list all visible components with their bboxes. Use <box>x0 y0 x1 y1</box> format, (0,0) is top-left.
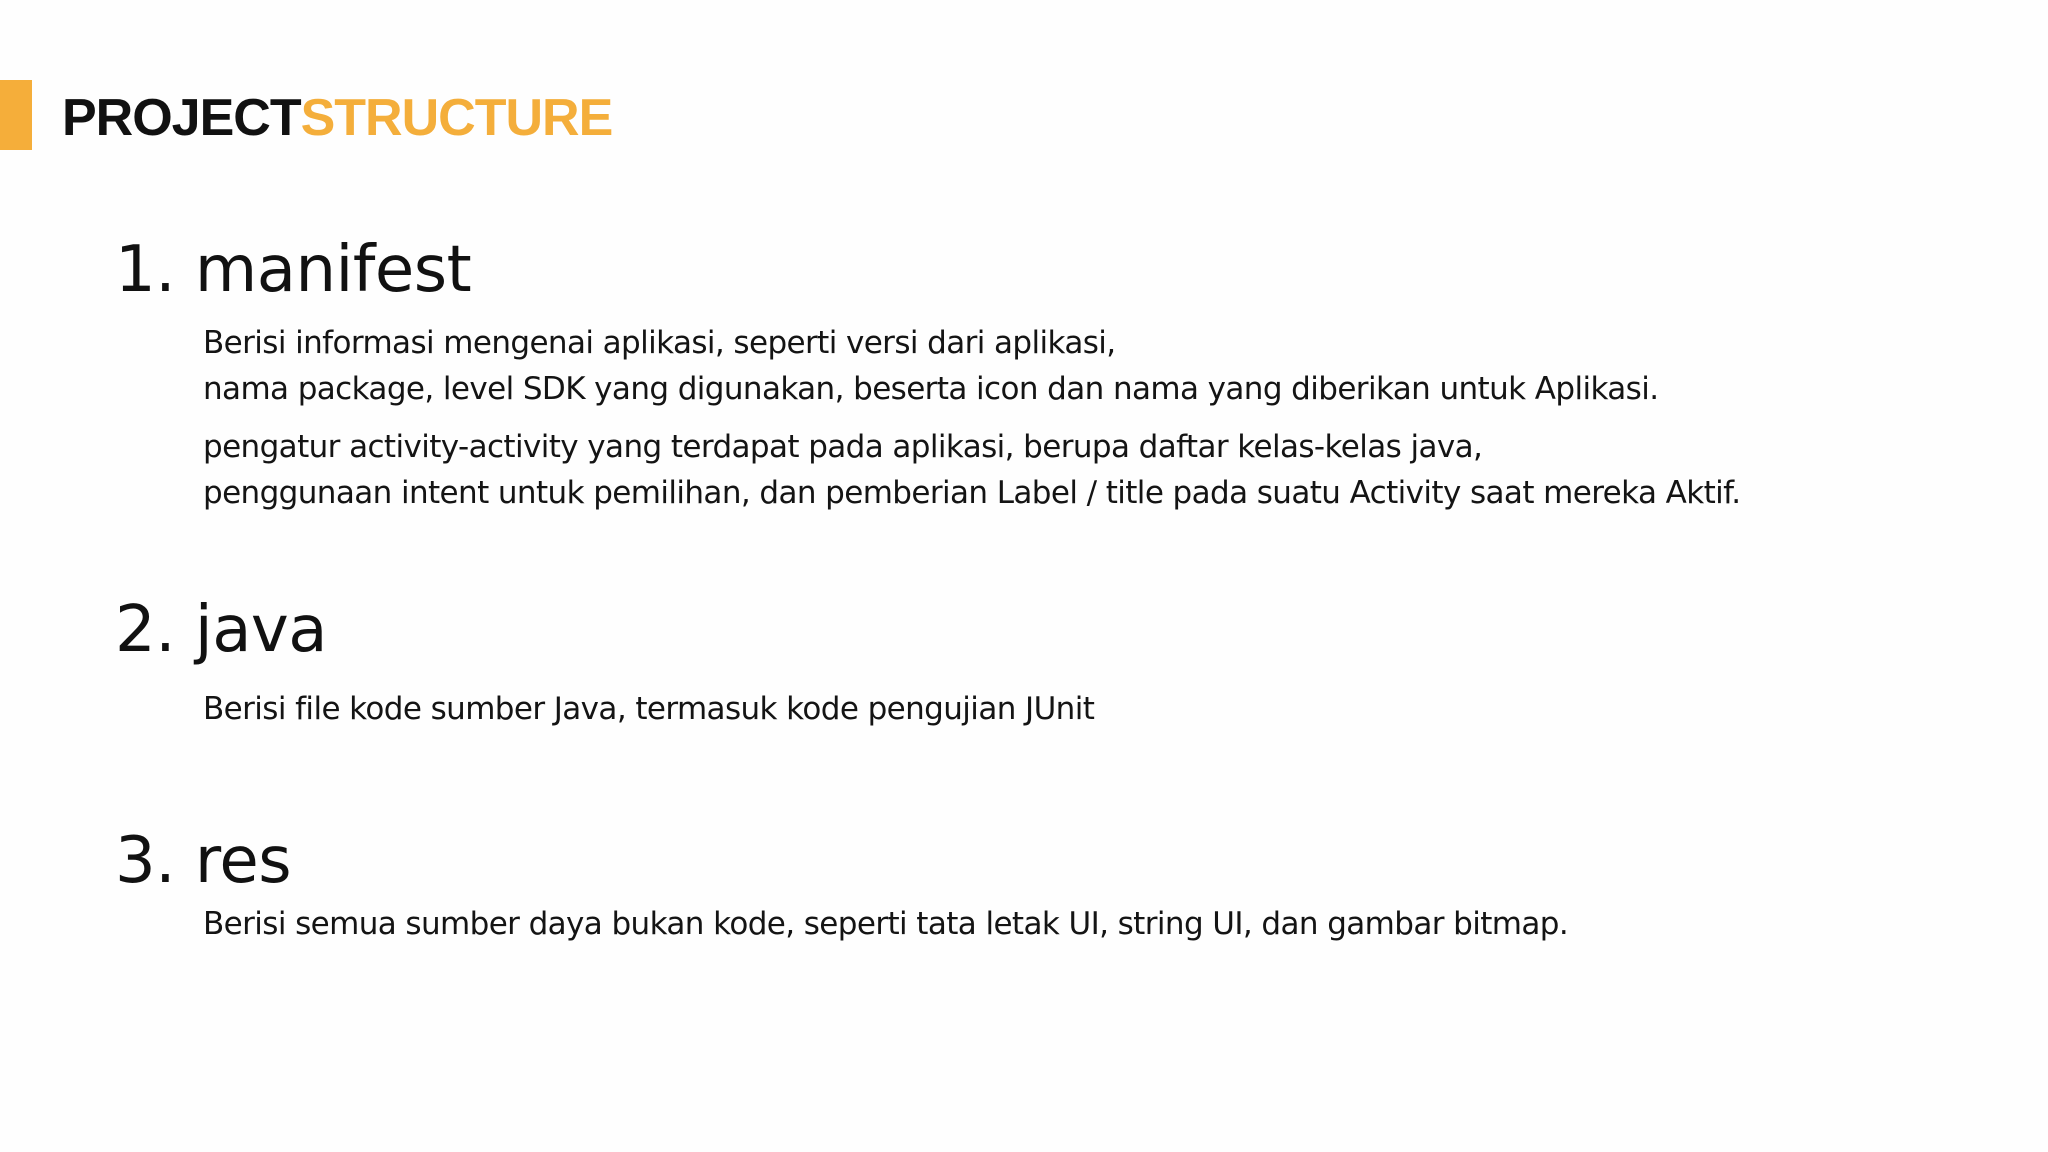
paragraph-line: Berisi semua sumber daya bukan kode, seperti tata letak UI, string UI, dan gambar bitmap. <box>203 906 1569 942</box>
section-paragraph <box>203 424 1740 516</box>
paragraph-line: Berisi file kode sumber Java, termasuk kode pengujian JUnit <box>203 691 1095 727</box>
paragraph-line: nama package, level SDK yang digunakan, beserta icon dan nama yang diberikan untuk Aplikasi. <box>203 371 1659 407</box>
section-paragraph <box>203 901 1568 947</box>
slide-title-part-2: STRUCTURE <box>300 89 613 147</box>
section-manifest <box>115 230 1741 511</box>
slide-title <box>62 84 612 152</box>
section-heading: 3. res <box>115 824 292 898</box>
title-accent-bar <box>0 80 32 150</box>
section-heading: 2. java <box>115 593 327 667</box>
section-paragraph <box>203 686 1094 732</box>
paragraph-line: pengatur activity-activity yang terdapat pada aplikasi, berupa daftar kelas-kelas java, <box>203 429 1483 465</box>
section-heading: 1. manifest <box>115 233 472 307</box>
section-res <box>115 821 1569 942</box>
slide-title-part-1: PROJECT <box>62 89 301 147</box>
paragraph-line: Berisi informasi mengenai aplikasi, seperti versi dari aplikasi, <box>203 325 1116 361</box>
section-java <box>115 590 1095 727</box>
section-paragraph <box>203 320 1659 412</box>
paragraph-line: penggunaan intent untuk pemilihan, dan pemberian Label / title pada suatu Activity saat mereka Aktif. <box>203 475 1741 511</box>
